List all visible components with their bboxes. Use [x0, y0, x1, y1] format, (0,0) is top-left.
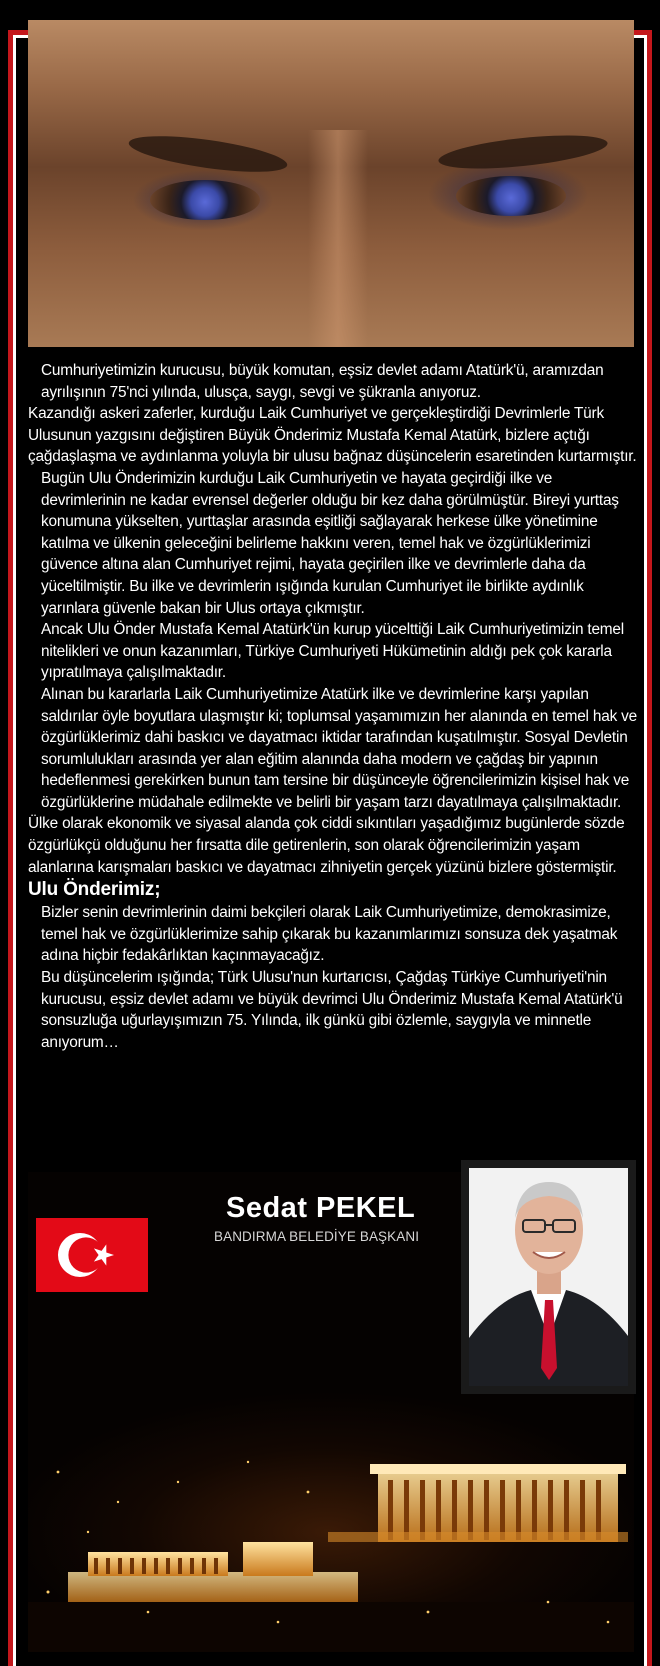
- paragraph-6: Ülke olarak ekonomik ve siyasal alanda çok ciddi sıkıntıları yaşadığımız bugünlerde sözde özgürlükçü olduğunu her fırsatta dile getirenlerin, son olarak öğrencilerimizin yaşam alanlarına karışmaları baskıcı ve dayatmacı zihniyetin gerçek yüzünü bizlere göstermiştir.: [28, 815, 625, 876]
- right-eye: [456, 176, 566, 216]
- portrait-photo: [461, 1160, 636, 1394]
- paragraph-4: Ancak Ulu Önder Mustafa Kemal Atatürk'ün kurup yücelttiği Laik Cumhuriyetimizin temel nitelikleri ve onun kazanımları, Türkiye Cumhuriyeti Hükümetinin aldığı pek çok kararla yıpratılmaya çalışılmaktadır.: [41, 621, 625, 682]
- paragraph-7: Bizler senin devrimlerinin daimi bekçileri olarak Laik Cumhuriyetimize, demokrasimize, temel hak ve özgürlüklerimize sahip çıkarak bu kazanımlarımızı sonsuza dek yaşatmak adına hiçbir fedakârlıktan kaçınmayacağız.: [41, 904, 618, 965]
- signatory-title: BANDIRMA BELEDİYE BAŞKANI: [214, 1229, 420, 1244]
- signatory-name: Sedat PEKEL: [226, 1192, 416, 1224]
- paragraph-8: Bu düşüncelerim ışığında; Türk Ulusu'nun kurtarıcısı, Çağdaş Türkiye Cumhuriyeti'nin kurucusu, eşsiz devlet adamı ve büyük devrimci Ulu Önderimiz Mustafa Kemal Atatürk'ü sonsuzluğa uğurlayışımızın 75. Yılında, ilk günkü gibi özlemle, saygıyla ve minnetle anıyorum…: [41, 969, 623, 1051]
- section-heading: Ulu Önderimiz;: [28, 879, 161, 901]
- message-body: [28, 360, 640, 1053]
- paragraph-2: Kazandığı askeri zaferler, kurduğu Laik Cumhuriyet ve gerçekleştirdiği Devrimlerle Türk Ulusunun yazgısını değiştiren Büyük Önderimiz Mustafa Kemal Atatürk, bizlere açtığı çağdaşlaşma ve aydınlanma yoluyla bir ulusu bağnaz düşüncelerin esaretinden kurtarmıştır.: [28, 405, 637, 466]
- ataturk-eyes-image: [28, 20, 634, 347]
- signature-banner: [28, 1172, 634, 1652]
- left-eye: [150, 180, 260, 220]
- paragraph-3: Bugün Ulu Önderimizin kurduğu Laik Cumhuriyetin ve hayata geçirdiği ilke ve devrimlerinin ne kadar evrensel değerler olduğu bir kez daha görülmüştür. Bireyi yurttaş konumuna yükselten, yurttaşlar arasında eşitliği sağlayarak herkese ülke yönetimine katılma ve ülkenin geleceğini belirleme hakkını veren, temel hak ve özgürlüklerimizi güvence altına alan Cumhuriyet rejimi, hayata geçirilen ilke ve devrimlerle daha da yüceltilmiştir. Bu ilke ve devrimlerin ışığında kurulan Cumhuriyet ile birlikte aydınlık yarınlara güvenle bakan bir Ulus ortaya çıkmıştır.: [41, 469, 619, 617]
- paragraph-1: Cumhuriyetimizin kurucusu, büyük komutan, eşsiz devlet adamı Atatürk'ü, aramızdan ayrılışının 75'nci yılında, ulusça, saygı, sevgi ve şükranla anıyoruz.: [41, 362, 604, 401]
- paragraph-5: Alınan bu kararlarla Laik Cumhuriyetimize Atatürk ilke ve devrimlerine karşı yapılan saldırılar öyle boyutlara ulaşmıştır ki; toplumsal yaşamımızın her alanında en temel hak ve özgürlüklerimiz dahi baskıcı ve dayatmacı iktidar tarafından kuşatılmıştır. Sosyal Devletin sorumlulukları arasında yer alan eğitim alanında daha modern ve çağdaş bir yapının hedeflenmesi gerekirken bunun tam tersine bir düşünceyle öğrencilerimizin kişisel hak ve özgürlüklerine müdahale edilmekte ve belirli bir yaşam tarzı dayatılmaya çalışılmaktadır.: [41, 685, 637, 811]
- turkish-flag-icon: [36, 1218, 148, 1292]
